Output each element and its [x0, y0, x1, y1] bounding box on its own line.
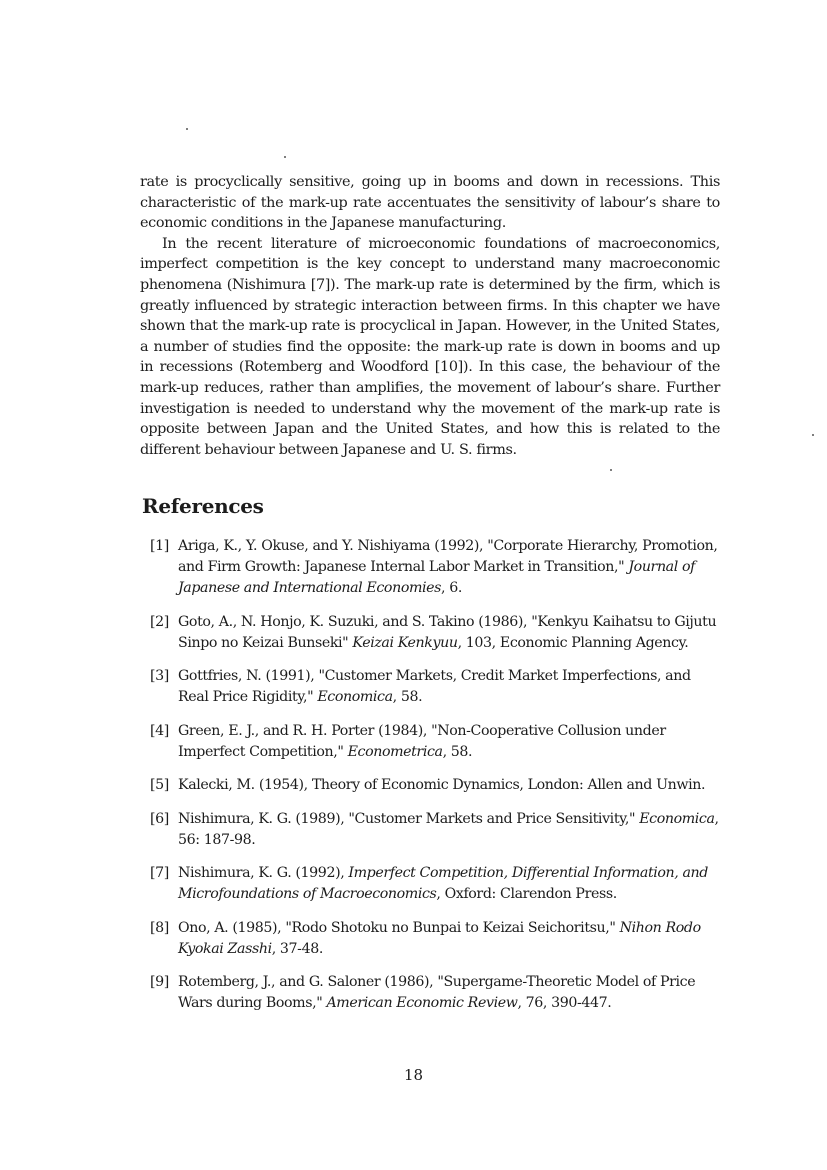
reference-text: Kalecki, M. (1954), Theory of Economic Dynamics, London: Allen and Unwin.: [178, 777, 706, 794]
reference-number: [3]: [150, 668, 169, 685]
reference-item: [140, 809, 720, 851]
reference-text-end: , 37-48.: [271, 940, 323, 957]
reference-source: Economica: [639, 810, 715, 827]
reference-item: [140, 863, 720, 905]
reference-item: [140, 536, 720, 599]
reference-item: [140, 666, 720, 708]
reference-number: [5]: [150, 777, 169, 794]
reference-text-end: , Oxford: Clarendon Press.: [436, 886, 617, 903]
reference-source: Keizai Kenkyuu: [352, 634, 458, 651]
reference-list: [140, 536, 720, 1014]
reference-item: [140, 972, 720, 1014]
reference-number: [2]: [150, 613, 169, 630]
body-paragraph: rate is procyclically sensitive, going up in booms and down in recessions. This characteristic of the mark-up rate accentuates the sensitivity of labour’s share to economic conditions in the Japanese manufacturing.: [140, 174, 720, 232]
reference-text: Green, E. J., and R. H. Porter (1984), "Non-Cooperative Collusion under Imperfect Competition,": [178, 722, 666, 760]
reference-text: Nishimura, K. G. (1989), "Customer Markets and Price Sensitivity,": [178, 810, 640, 827]
document-page: [140, 172, 720, 1027]
reference-text: Goto, A., N. Honjo, K. Suzuki, and S. Takino (1986), "Kenkyu Kaihatsu to Gijutu Sinpo no Keizai Bunseki": [178, 613, 717, 651]
reference-text: Gottfries, N. (1991), "Customer Markets, Credit Market Imperfections, and Real Price Rigidity,": [178, 668, 691, 706]
reference-number: [6]: [150, 810, 169, 827]
reference-item: [140, 918, 720, 960]
reference-item: [140, 721, 720, 763]
reference-text-end: , 58.: [442, 743, 473, 760]
reference-text: Rotemberg, J., and G. Saloner (1986), "Supergame-Theoretic Model of Price Wars during Booms,": [178, 974, 696, 1012]
reference-text-end: , 76, 390-447.: [517, 995, 612, 1012]
body-paragraph: In the recent literature of microeconomic foundations of macroeconomics, imperfect competition is the key concept to understand many macroeconomic phenomena (Nishimura [7]). The mark-up rate is determined by the firm, which is greatly influenced by strategic interaction between firms. In this chapter we have shown that the mark-up rate is procyclical in Japan. However, in the United States, a number of studies find the opposite: the mark-up rate is down in booms and up in recessions (Rotemberg and Woodford [10]). In this case, the behaviour of the mark-up reduces, rather than amplifies, the movement of labour’s share. Further investigation is needed to understand why the movement of the mark-up rate is opposite between Japan and the United States, and how this is related to the different behaviour between Japanese and U. S. firms.: [140, 235, 720, 458]
scan-speck: [812, 434, 814, 436]
reference-text: Nishimura, K. G. (1992),: [178, 865, 349, 882]
reference-text: Ono, A. (1985), "Rodo Shotoku no Bunpai to Keizai Seichoritsu,": [178, 919, 620, 936]
reference-number: [4]: [150, 722, 169, 739]
reference-text-end: , 103, Economic Planning Agency.: [457, 634, 689, 651]
reference-number: [7]: [150, 865, 169, 882]
reference-number: [8]: [150, 919, 169, 936]
reference-number: [1]: [150, 538, 169, 555]
page-number: 18: [403, 1066, 424, 1084]
reference-source: Imperfect Competition, Differential Information, and Microfoundations of Macroeconomics: [178, 865, 708, 903]
reference-number: [9]: [150, 974, 169, 991]
reference-text-end: , 6.: [441, 580, 462, 597]
reference-item: [140, 775, 720, 796]
scan-speck: [186, 128, 188, 130]
reference-source: American Economic Review: [326, 995, 518, 1012]
reference-source: Economica: [317, 689, 393, 706]
reference-source: Nihon Rodo Kyokai Zasshi: [178, 919, 701, 957]
reference-text-end: , 56: 187-98.: [178, 810, 719, 848]
reference-source: Econometrica: [347, 743, 443, 760]
references-heading: References: [142, 494, 264, 519]
reference-item: [140, 612, 720, 654]
reference-text: Ariga, K., Y. Okuse, and Y. Nishiyama (1992), "Corporate Hierarchy, Promotion, and Firm Growth: Japanese Internal Labor Market in Transition,": [178, 538, 718, 576]
reference-source: Journal of Japanese and International Economies: [178, 559, 695, 597]
reference-text-end: , 58.: [392, 689, 423, 706]
scan-speck: [284, 156, 286, 158]
